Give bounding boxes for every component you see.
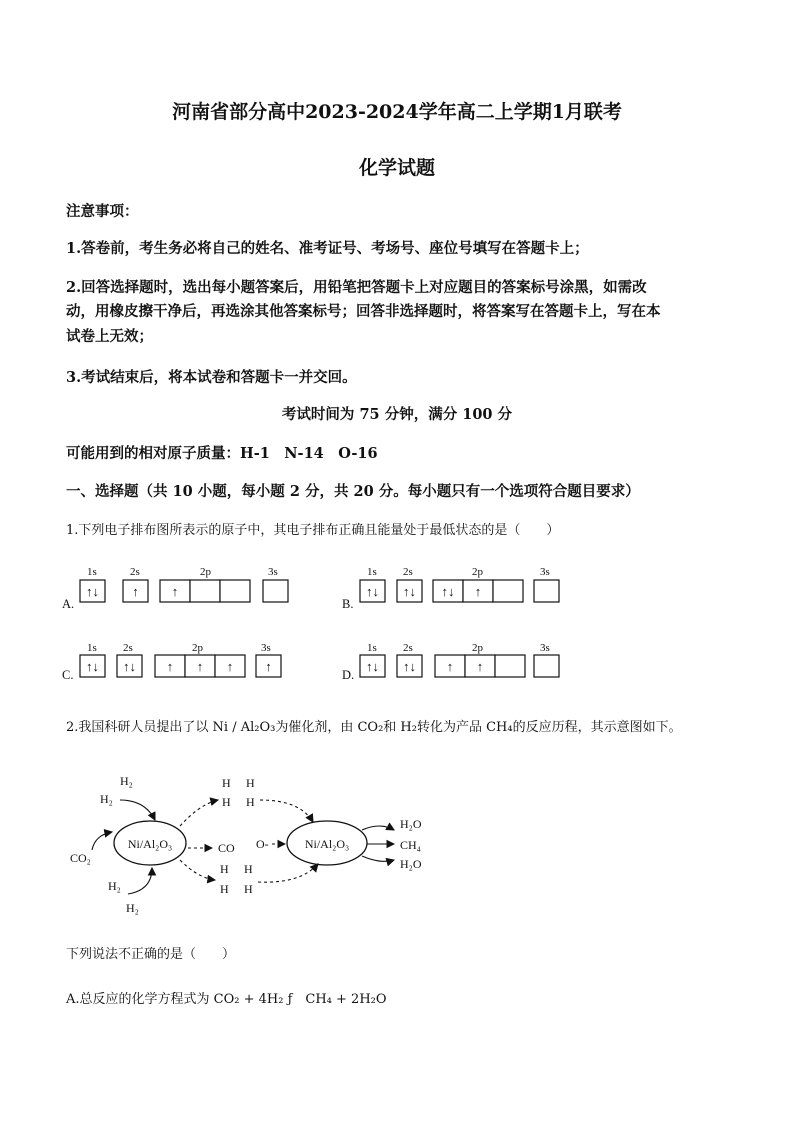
label-h-atom: H xyxy=(244,862,253,876)
label-h2o-top: H₂O xyxy=(400,817,422,831)
label-co2: CO₂ xyxy=(70,851,91,865)
orbital-label-2p: 2p xyxy=(472,566,483,578)
option-d[interactable] xyxy=(342,642,559,682)
label-h2-bottom-2: H₂ xyxy=(126,901,139,915)
orbital-label-2p: 2p xyxy=(192,642,203,654)
option-d-letter: D. xyxy=(342,668,355,682)
orbital-1s-electrons: ↑↓ xyxy=(86,584,99,599)
arrow-h2-in-top xyxy=(120,800,155,820)
orbital-label-3s: 3s xyxy=(540,566,550,578)
option-c-letter: C. xyxy=(62,668,74,682)
label-h-atom: H xyxy=(220,882,229,896)
orbital-label-3s: 3s xyxy=(268,566,278,578)
orbital-label-1s: 1s xyxy=(87,566,97,578)
orbital-2p-1-electrons: ↑ xyxy=(171,584,179,599)
arrow-h2-in-bottom xyxy=(128,868,152,894)
orbital-box-2p-3 xyxy=(220,580,250,602)
question-2-prompt: 下列说法不正确的是（ ） xyxy=(66,947,236,962)
orbital-label-3s: 3s xyxy=(540,642,550,654)
catalyst-label-2: Ni/Al₂O₃ xyxy=(304,837,350,851)
arrow-h-to-catalyst-bottom xyxy=(258,864,318,882)
option-c[interactable] xyxy=(62,642,281,682)
orbital-1s-electrons: ↑↓ xyxy=(86,659,99,674)
orbital-box-2p-3 xyxy=(493,580,523,602)
label-h2-bottom-1: H₂ xyxy=(108,879,121,893)
orbital-label-1s: 1s xyxy=(367,566,377,578)
orbital-2p-2-electrons: ↑ xyxy=(474,584,482,599)
orbital-2p-2-electrons: ↑ xyxy=(476,659,484,674)
question-2-option-a[interactable]: A.总反应的化学方程式为 CO₂ + 4H₂ ƒ CH₄ + 2H₂O xyxy=(66,992,387,1007)
exam-title: 河南省部分高中2023-2024学年高二上学期1月联考 xyxy=(172,101,622,123)
arrow-h-to-catalyst-top xyxy=(260,800,313,822)
option-b[interactable] xyxy=(342,566,559,611)
orbital-box-3s xyxy=(263,580,288,602)
orbital-2s-electrons: ↑↓ xyxy=(403,584,416,599)
orbital-2p-1-electrons: ↑↓ xyxy=(441,584,455,599)
label-h-atom: H xyxy=(246,776,255,790)
orbital-box-3s xyxy=(534,655,559,677)
orbital-label-2p: 2p xyxy=(472,642,483,654)
orbital-label-2s: 2s xyxy=(123,642,133,654)
question-1-orbital-options xyxy=(0,555,794,695)
orbital-box-3s xyxy=(534,580,559,602)
section-1-heading: 一、选择题（共 10 小题，每小题 2 分，共 20 分。每小题只有一个选项符合题目要求） xyxy=(66,483,640,500)
orbital-2p-1-electrons: ↑ xyxy=(446,659,454,674)
question-2-stem: 2.我国科研人员提出了以 Ni / Al₂O₃为催化剂，由 CO₂和 H₂转化为产品 CH₄的反应历程，其示意图如下。 xyxy=(66,720,682,735)
orbital-label-2s: 2s xyxy=(403,566,413,578)
arrow-h2o-out-top xyxy=(362,826,394,830)
label-h2-top-1: H₂ xyxy=(120,774,133,788)
orbital-2s-electrons: ↑ xyxy=(132,584,139,599)
label-h-atom: H xyxy=(222,776,231,790)
notice-item-2-line-2: 动，用橡皮擦干净后，再选涂其他答案标号；回答非选择题时，将答案写在答题卡上，写在本 xyxy=(66,303,661,320)
arrow-h-out-top xyxy=(180,800,218,826)
orbital-label-3s: 3s xyxy=(261,642,271,654)
catalyst-label-1: Ni/Al₂O₃ xyxy=(127,837,173,851)
atomic-mass: 可能用到的相对原子质量：H-1 N-14 O-16 xyxy=(66,445,378,462)
exam-info: 考试时间为 75 分钟，满分 100 分 xyxy=(281,406,513,423)
reaction-diagram xyxy=(0,760,500,925)
notice-item-2-line-3: 试卷上无效； xyxy=(66,328,153,345)
orbital-label-2p: 2p xyxy=(200,566,211,578)
label-h2-top-2: H₂ xyxy=(100,792,113,806)
option-b-letter: B. xyxy=(342,597,354,611)
notice-item-1: 1.答卷前，考生务必将自己的姓名、准考证号、考场号、座位号填写在答题卡上； xyxy=(66,240,589,257)
orbital-box-2p-3 xyxy=(495,655,525,677)
label-ch4: CH₄ xyxy=(400,838,421,852)
orbital-label-1s: 1s xyxy=(87,642,97,654)
arrow-h2o-out-bottom xyxy=(362,856,394,861)
orbital-1s-electrons: ↑↓ xyxy=(366,584,379,599)
question-1-stem: 1.下列电子排布图所表示的原子中，其电子排布正确且能量处于最低状态的是（ ） xyxy=(66,523,560,538)
orbital-2p-1-electrons: ↑ xyxy=(166,659,174,674)
orbital-1s-electrons: ↑↓ xyxy=(366,659,379,674)
orbital-2p-3-electrons: ↑ xyxy=(226,659,234,674)
orbital-2s-electrons: ↑↓ xyxy=(403,659,416,674)
label-h-atom: H xyxy=(220,862,229,876)
orbital-label-2s: 2s xyxy=(403,642,413,654)
label-h-atom: H xyxy=(244,882,253,896)
notice-heading: 注意事项： xyxy=(66,203,139,220)
label-h-atom: H xyxy=(222,795,231,809)
orbital-2s-electrons: ↑↓ xyxy=(123,659,136,674)
option-a[interactable] xyxy=(62,566,288,611)
label-o: O- xyxy=(256,837,269,851)
arrow-co2-in xyxy=(92,832,112,850)
orbital-label-1s: 1s xyxy=(367,642,377,654)
option-a-letter: A. xyxy=(62,597,75,611)
notice-item-3: 3.考试结束后，将本试卷和答题卡一并交回。 xyxy=(66,369,357,386)
arrow-h-out-bottom xyxy=(180,860,215,880)
exam-subtitle: 化学试题 xyxy=(358,157,435,179)
label-co: CO xyxy=(218,841,235,855)
label-h-atom: H xyxy=(246,795,255,809)
notice-item-2-line-1: 2.回答选择题时，选出每小题答案后，用铅笔把答题卡上对应题目的答案标号涂黑，如需改 xyxy=(66,279,647,296)
orbital-label-2s: 2s xyxy=(130,566,140,578)
orbital-box-2p-2 xyxy=(190,580,220,602)
label-h2o-bottom: H₂O xyxy=(400,857,422,871)
orbital-2p-2-electrons: ↑ xyxy=(196,659,204,674)
orbital-3s-electrons: ↑ xyxy=(265,659,272,674)
